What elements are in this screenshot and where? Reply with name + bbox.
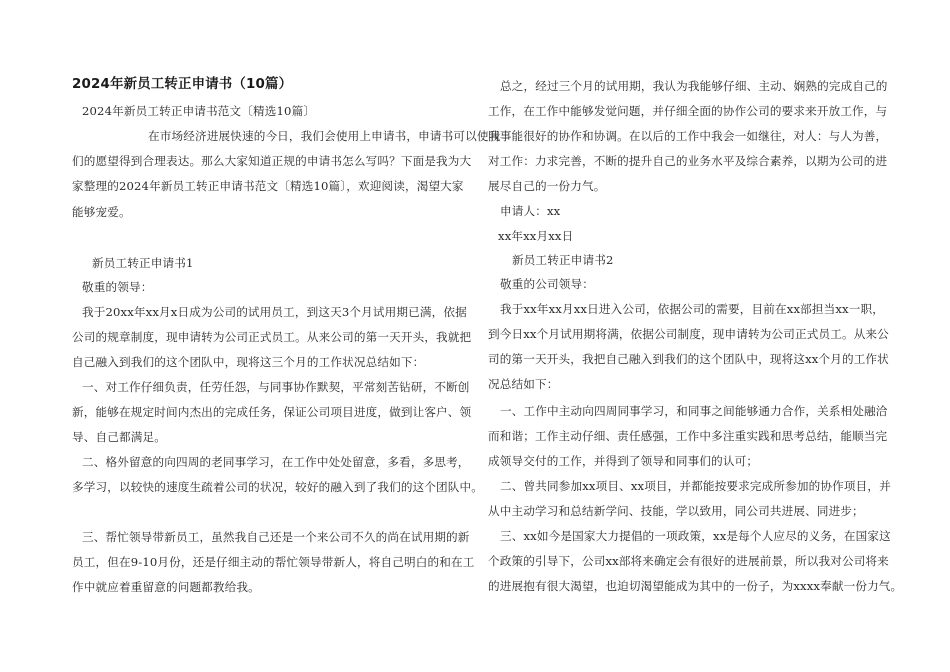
section-heading: 新员工转正申请书2 — [512, 253, 614, 267]
paragraph-line: 能够宠爱。 — [72, 205, 131, 219]
paragraph-line: 三、xx如今是国家大力提倡的一项政策，xx是每个人应尽的义务，在国家这 — [500, 529, 891, 543]
section-heading: 新员工转正申请书1 — [92, 256, 194, 270]
paragraph-line: 成领导交付的工作，并得到了领导和同事们的认可； — [488, 454, 759, 468]
paragraph-line: 一、对工作仔细负责，任劳任怨，与同事协作默契，平常刻苦钻研，不断创 — [82, 380, 470, 394]
paragraph-line: 同事能很好的协作和协调。在以后的工作中我会一如继往，对人：与人为善， — [488, 129, 888, 143]
paragraph-line: 我于xx年xx月xx日进入公司，依据公司的需要，目前在xx部担当xx一职， — [500, 302, 884, 316]
paragraph-line: 多学习，以较快的速度生疏着公司的状况，较好的融入到了我们的这个团队中。 — [72, 480, 484, 494]
salutation: 敬重的公司领导： — [500, 277, 594, 291]
document-subtitle: 2024年新员工转正申请书范文〔精选10篇〕 — [82, 104, 316, 118]
paragraph-line: 的进展抱有很大渴望，也迫切渴望能成为其中的一份子，为xxxx奉献一份力气。 — [488, 579, 903, 593]
paragraph-line: 到今日xx个月试用期将满，依据公司制度，现申请转为公司正式员工。从来公 — [488, 327, 889, 341]
applicant-line: 申请人：xx — [500, 204, 561, 218]
paragraph-line: 况总结如下： — [488, 377, 559, 391]
paragraph-line: 对工作：力求完善，不断的提升自己的业务水平及综合素养，以期为公司的进 — [488, 154, 888, 168]
paragraph-line: 从中主动学习和总结新学问、技能，学以致用，同公司共进展、同进步； — [488, 504, 864, 518]
salutation: 敬重的领导： — [82, 280, 153, 294]
paragraph-line: 我于20xx年xx月x日成为公司的试用员工，到这天3个月试用期已满，依据 — [82, 305, 467, 319]
paragraph-line: 展尽自己的一份力气。 — [488, 179, 606, 193]
paragraph-line: 工作，在工作中能够发觉问题，并仔细全面的协作公司的要求来开放工作，与 — [488, 104, 888, 118]
date-line: xx年xx月xx日 — [498, 229, 574, 243]
paragraph-line: 总之，经过三个月的试用期，我认为我能够仔细、主动、娴熟的完成自己的 — [500, 79, 888, 93]
paragraph-line: 们的愿望得到合理表达。那么大家知道正规的申请书怎么写吗？下面是我为大 — [72, 154, 472, 168]
paragraph-line: 而和谐；工作主动仔细、责任感强，工作中多注重实践和思考总结，能顺当完 — [488, 429, 888, 443]
paragraph-line: 司的第一天开头，我把自己融入到我们的这个团队中，现将这xx个月的工作状 — [488, 352, 889, 366]
paragraph-line: 自己融入到我们的这个团队中，现将这三个月的工作状况总结如下： — [72, 355, 425, 369]
paragraph-line: 公司的规章制度，现申请转为公司正式员工。从来公司的第一天开头，我就把 — [72, 330, 472, 344]
paragraph-line: 导、自己都满足。 — [72, 430, 166, 444]
paragraph-line: 二、曾共同参加xx项目、xx项目，并都能按要求完成所参加的协作项目，并 — [500, 479, 891, 493]
paragraph-line: 在市场经济进展快速的今日，我们会使用上申请书，申请书可以使我 — [148, 129, 501, 143]
paragraph-line: 三、帮忙领导带新员工，虽然我自己还是一个来公司不久的尚在试用期的新 — [82, 530, 470, 544]
document-title: 2024年新员工转正申请书（10篇） — [72, 77, 293, 92]
paragraph-line: 个政策的引导下，公司xx部将来确定会有很好的进展前景，所以我对公司将来 — [488, 554, 889, 568]
paragraph-line: 作中就应着重留意的问题都教给我。 — [72, 580, 260, 594]
paragraph-line: 二、格外留意的向四周的老同事学习，在工作中处处留意，多看，多思考， — [82, 455, 470, 469]
paragraph-line: 新，能够在规定时间内杰出的完成任务，保证公司项目进度，做到让客户、领 — [72, 405, 472, 419]
paragraph-line: 员工，但在9-10月份，还是仔细主动的帮忙领导带新人，将自己明白的和在工 — [72, 555, 475, 569]
paragraph-line: 一、工作中主动向四周同事学习，和同事之间能够通力合作，关系相处融洽 — [500, 404, 888, 418]
paragraph-line: 家整理的2024年新员工转正申请书范文〔精选10篇〕，欢迎阅读，渴望大家 — [72, 179, 464, 193]
